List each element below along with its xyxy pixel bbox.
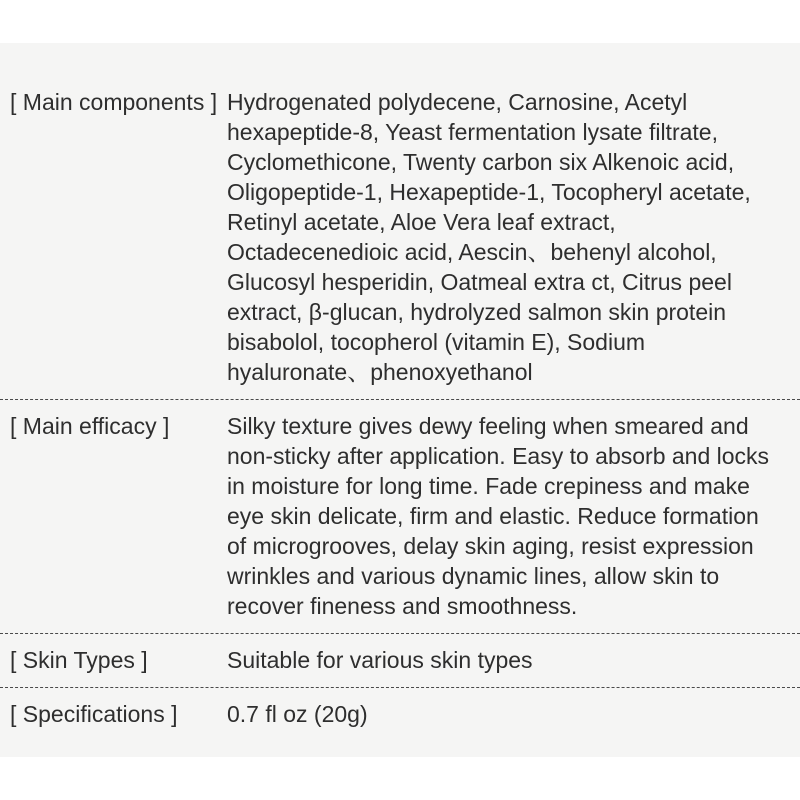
product-info-table [0,76,800,741]
info-row-main-components [0,76,800,399]
main-efficacy-value: Silky texture gives dewy feeling when smeared and non-sticky after application. Easy to absorb and locks in moisture for long time. Fade crepiness and make eye skin delicate, firm and elastic. Reduce formation of microgrooves, delay skin aging, resist expression wrinkles and various dynamic lines, allow skin to recover fineness and smoothness. [227,413,770,619]
main-components-label: [ Main components ] [10,89,218,115]
specifications-value: 0.7 fl oz (20g) [227,701,368,727]
main-efficacy-label: [ Main efficacy ] [10,413,170,439]
product-info-panel [0,43,800,757]
info-row-skin-types [0,633,800,687]
skin-types-value: Suitable for various skin types [227,647,533,673]
specifications-label: [ Specifications ] [10,701,178,727]
skin-types-label: [ Skin Types ] [10,647,148,673]
info-row-specifications [0,687,800,741]
main-components-value: Hydrogenated polydecene, Carnosine, Acetyl hexapeptide-8, Yeast fermentation lysate filtrate, Cyclomethicone, Twenty carbon six Alkenoic acid, Oligopeptide-1, Hexapeptide-1, Tocopheryl acetate, Retinyl acetate, Aloe Vera leaf extract, Octadecenedioic acid, Aescin、behenyl alcohol, Glucosyl hesperidin, Oatmeal extra ct, Citrus peel extract, β-glucan, hydrolyzed salmon skin protein bisabolol, tocopherol (vitamin E), Sodium hyaluronate、phenoxyethanol [227,89,751,385]
info-row-main-efficacy [0,399,800,633]
